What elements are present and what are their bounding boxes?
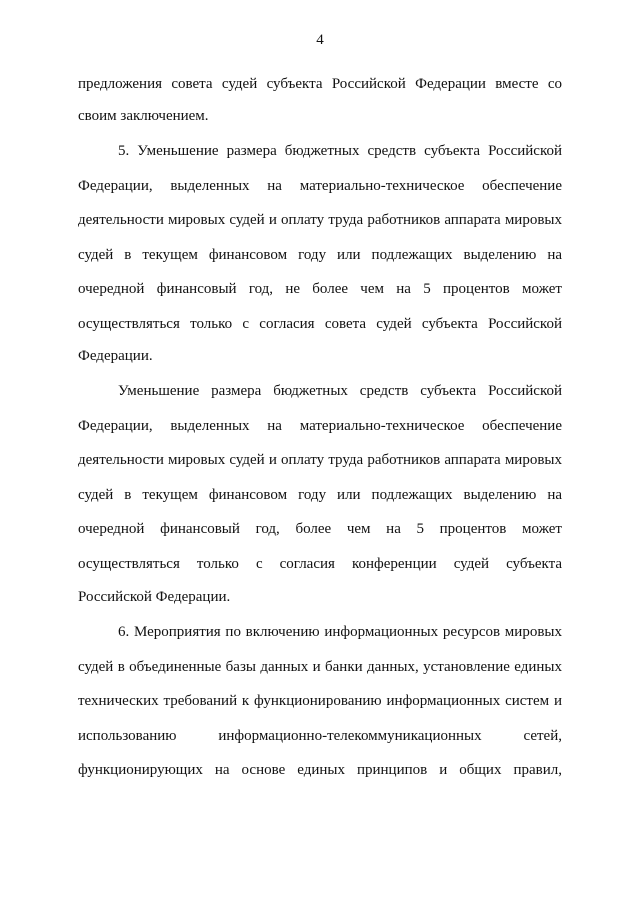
text-line: 5. Уменьшение размера бюджетных средств субъекта Российской	[118, 143, 562, 159]
text-line: деятельности мировых судей и оплату труда работников аппарата мировых	[78, 212, 562, 228]
text-line: своим заключением.	[78, 108, 209, 124]
text-line: судей в текущем финансовом году или подлежащих выделению на	[78, 487, 562, 503]
text-line: судей в текущем финансовом году или подлежащих выделению на	[78, 247, 562, 263]
text-line: функционирующих на основе единых принципов и общих правил,	[78, 762, 562, 778]
text-line: Уменьшение размера бюджетных средств субъекта Российской	[118, 383, 562, 399]
text-line: технических требований к функционированию информационных систем и	[78, 693, 562, 709]
text-line: Российской Федерации.	[78, 589, 231, 605]
text-line: Федерации.	[78, 348, 153, 364]
text-line: 6. Мероприятия по включению информационных ресурсов мировых	[118, 624, 562, 640]
text-line: судей в объединенные базы данных и банки данных, установление единых	[78, 659, 562, 675]
text-line: осуществляться только с согласия конференции судей субъекта	[78, 556, 562, 572]
text-line: предложения совета судей субъекта Российской Федерации вместе со	[78, 76, 562, 92]
text-line: осуществляться только с согласия совета судей субъекта Российской	[78, 316, 562, 332]
text-line: деятельности мировых судей и оплату труда работников аппарата мировых	[78, 452, 562, 468]
text-line: Федерации, выделенных на материально-техническое обеспечение	[78, 178, 562, 194]
text-line: Федерации, выделенных на материально-техническое обеспечение	[78, 418, 562, 434]
page-number: 4	[316, 32, 324, 48]
text-line: использованию информационно-телекоммуникационных сетей,	[78, 728, 562, 744]
text-line: очередной финансовый год, не более чем на 5 процентов может	[78, 281, 562, 297]
text-line: очередной финансовый год, более чем на 5 процентов может	[78, 521, 562, 537]
